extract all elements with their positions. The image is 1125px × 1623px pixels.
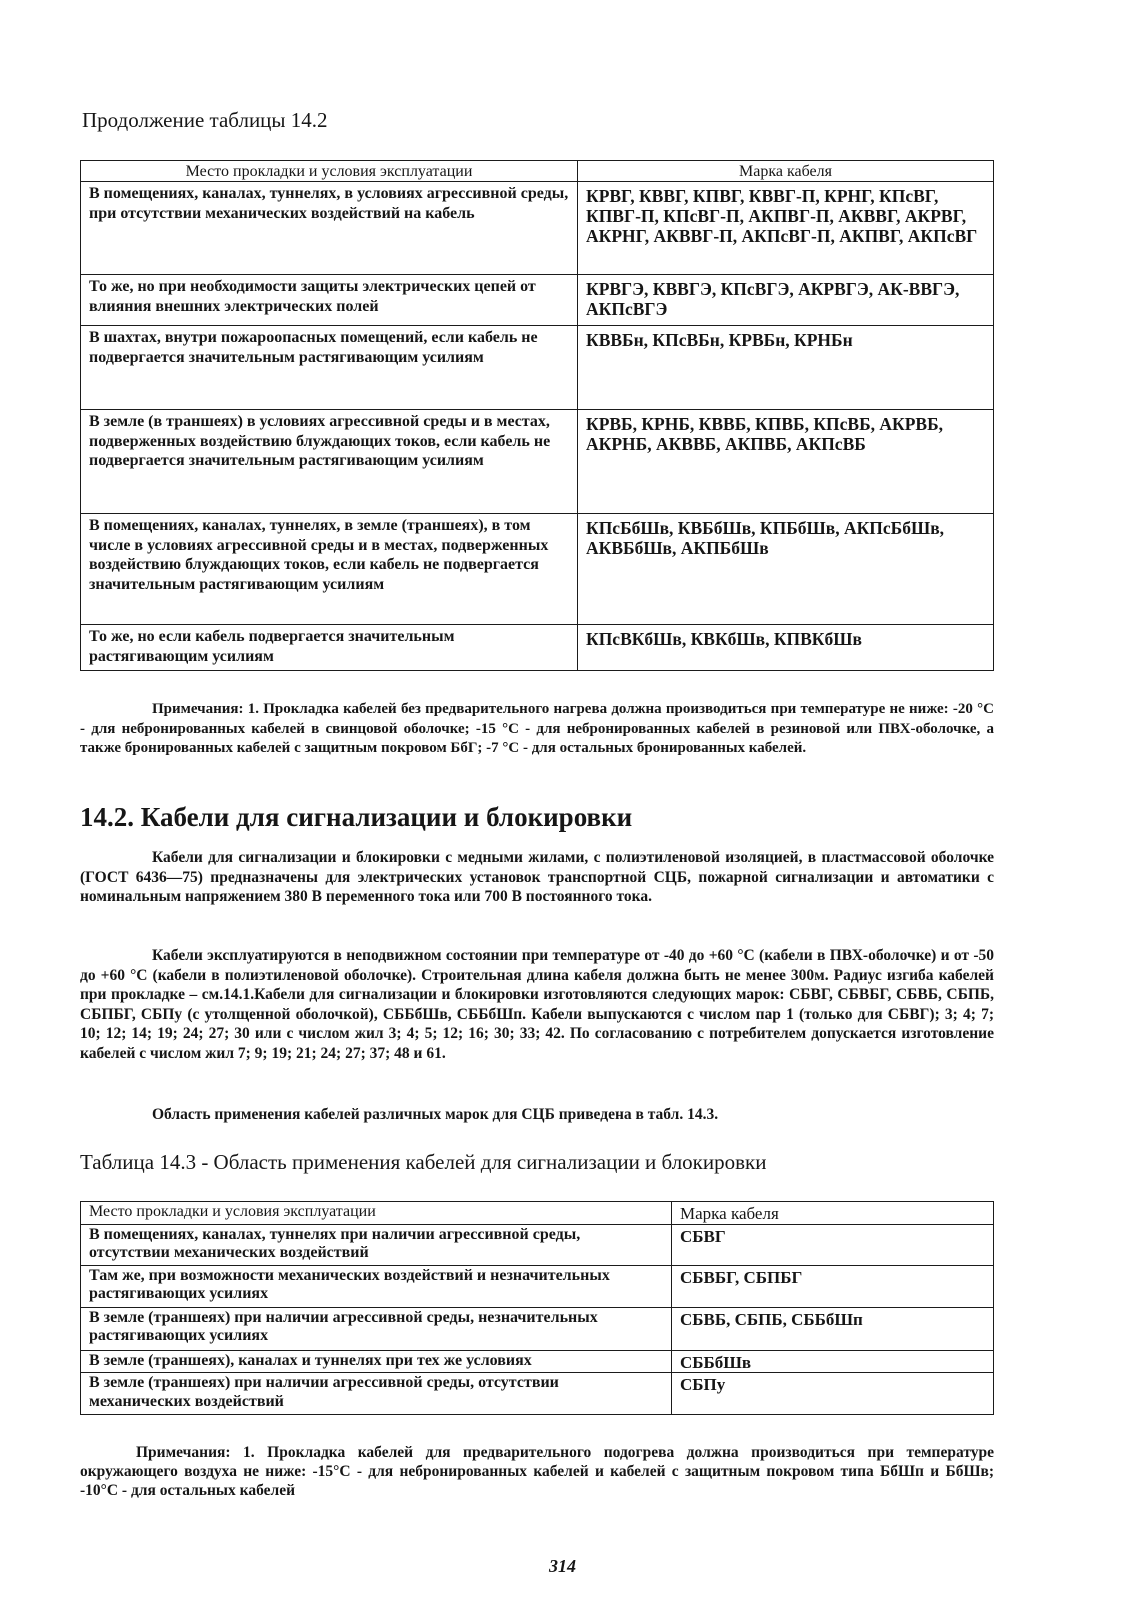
table-row (81, 625, 994, 671)
table-row (81, 1224, 994, 1265)
mark-cell: КРВБ, КРНБ, КВВБ, КПВБ, КПсВБ, АКРВБ, АКРНБ, АКВВБ, АКПВБ, АКПсВБ (578, 410, 994, 514)
cable-table-14-3 (80, 1201, 994, 1415)
table-note (80, 1443, 994, 1500)
place-cell: В помещениях, каналах, туннелях, в условиях агрессивной среды, при отсутствии механических воздействий на кабель (81, 182, 578, 275)
place-cell: В помещениях, каналах, туннелях, в земле (траншеях), в том числе в условиях агрессивной среды и в местах, подверженных воздействию блуждающих токов, если кабель не подвергается значительным растягивающим усилиям (81, 514, 578, 625)
mark-cell: КВВБн, КПсВБн, КРВБн, КРНБн (578, 326, 994, 410)
header-place: Место прокладки и условия эксплуатации (81, 161, 578, 182)
table-row (81, 410, 994, 514)
mark-cell: КРВГЭ, КВВГЭ, КПсВГЭ, АКРВГЭ, АК-ВВГЭ, АКПсВГЭ (578, 275, 994, 326)
table-row (81, 275, 994, 326)
place-cell: То же, но при необходимости защиты электрических цепей от влияния внешних электрических полей (81, 275, 578, 326)
place-cell: В земле (траншеях) при наличии агрессивной среды, отсутствии механических воздействий (81, 1373, 672, 1415)
place-cell: В земле (в траншеях) в условиях агрессивной среды и в местах, подверженных воздействию блуждающих токов, если кабель не подвергается значительным растягивающим усилиям (81, 410, 578, 514)
mark-cell: СБВБГ, СБПБГ (672, 1265, 994, 1307)
table-row (81, 326, 994, 410)
table-row (81, 514, 994, 625)
table-row (81, 1265, 994, 1307)
header-mark: Марка кабеля (578, 161, 994, 182)
mark-cell: СБПу (672, 1373, 994, 1415)
mark-cell: СБВГ (672, 1224, 994, 1265)
paragraph (80, 946, 994, 1064)
mark-cell: КПсВКбШв, КВКбШв, КПВКбШв (578, 625, 994, 671)
table-row (81, 182, 994, 275)
paragraph-text: Кабели для сигнализации и блокировки с медными жилами, с полиэтиленовой изоляцией, в пластмассовой оболочке (ГОСТ 6436—75) предназначены для электрических установок транспортной СЦБ, пожарной сигнализации и автоматики с номинальным напряжением 380 В переменного тока или 700 В постоянного тока. (80, 849, 994, 906)
paragraph (80, 1105, 994, 1125)
table-header-row (81, 1202, 994, 1225)
table-header-row (81, 161, 994, 182)
place-cell: То же, но если кабель подвергается значительным растягивающим усилиям (81, 625, 578, 671)
table-note-text: Примечания: 1. Прокладка кабелей для предварительного подогрева должна производиться при температуре окружающего воздуха не ниже: -15°С - для небронированных кабелей и кабелей с защитным покровом типа БбШп и БбШв; -10°С - для остальных кабелей (80, 1444, 994, 1499)
table-note (80, 700, 994, 759)
page-number: 314 (549, 1556, 576, 1576)
section-heading: 14.2. Кабели для сигнализации и блокировки (80, 802, 633, 832)
table-row (81, 1373, 994, 1415)
cable-table-14-2 (80, 160, 994, 671)
mark-cell: СББбШв (672, 1350, 994, 1373)
paragraph-text: Кабели эксплуатируются в неподвижном состоянии при температуре от -40 до +60 °С (кабели в ПВХ-оболочке) и от -50 до +60 °С (кабели в полиэтиленовой оболочке). Строительная длина кабеля должна быть не менее 300м. Радиус изгиба кабелей при прокладке – см.14.1.Кабели для сигнализации и блокировки изготовляются следующих марок: СБВГ, СБВБГ, СБВБ, СБПБ, СБПБГ, СБПу (с утолщенной оболочкой), СББбШв, СББбШп. Кабели выпускаются с числом пар 1 (только для СБВГ); 3; 4; 7; 10; 12; 14; 19; 24; 27; 30 или с числом жил 3; 4; 5; 12; 16; 30; 33; 42. По согласованию с потребителем допускается изготовление кабелей с числом жил 7; 9; 19; 21; 24; 27; 37; 48 и 61. (80, 947, 994, 1062)
header-place: Место прокладки и условия эксплуатации (81, 1202, 672, 1225)
place-cell: В помещениях, каналах, туннелях при наличии агрессивной среды, отсутствии механических воздействий (81, 1224, 672, 1265)
place-cell: В земле (траншеях) при наличии агрессивной среды, незначительных растягивающих усилиях (81, 1307, 672, 1350)
paragraph (80, 848, 994, 907)
table-note-text: Примечания: 1. Прокладка кабелей без предварительного нагрева должна производиться при температуре не ниже: -20 °С - для небронированных кабелей в свинцовой оболочке; -15 °С - для небронированных кабелей в резиновой или ПВХ-оболочке, а также бронированных кабелей с защитным покровом БбГ; -7 °С - для остальных бронированных кабелей. (80, 701, 994, 756)
header-mark: Марка кабеля (672, 1202, 994, 1225)
place-cell: В шахтах, внутри пожароопасных помещений, если кабель не подвергается значительным растягивающим усилиям (81, 326, 578, 410)
table-row (81, 1350, 994, 1373)
mark-cell: КРВГ, КВВГ, КПВГ, КВВГ-П, КРНГ, КПсВГ, КПВГ-П, КПсВГ-П, АКПВГ-П, АКВВГ, АКРВГ, АКРНГ, АКВВГ-П, АКПсВГ-П, АКПВГ, АКПсВГ (578, 182, 994, 275)
mark-cell: КПсБбШв, КВБбШв, КПБбШв, АКПсБбШв, АКВБбШв, АКПБбШв (578, 514, 994, 625)
mark-cell: СБВБ, СБПБ, СББбШп (672, 1307, 994, 1350)
table-row (81, 1307, 994, 1350)
place-cell: В земле (траншеях), каналах и туннелях при тех же условиях (81, 1350, 672, 1373)
place-cell: Там же, при возможности механических воздействий и незначительных растягивающих усилиях (81, 1265, 672, 1307)
table-continuation-title: Продолжение таблицы 14.2 (82, 108, 328, 132)
table-caption: Таблица 14.3 - Область применения кабелей для сигнализации и блокировки (80, 1150, 767, 1174)
paragraph-text: Область применения кабелей различных марок для СЦБ приведена в табл. 14.3. (152, 1106, 719, 1123)
